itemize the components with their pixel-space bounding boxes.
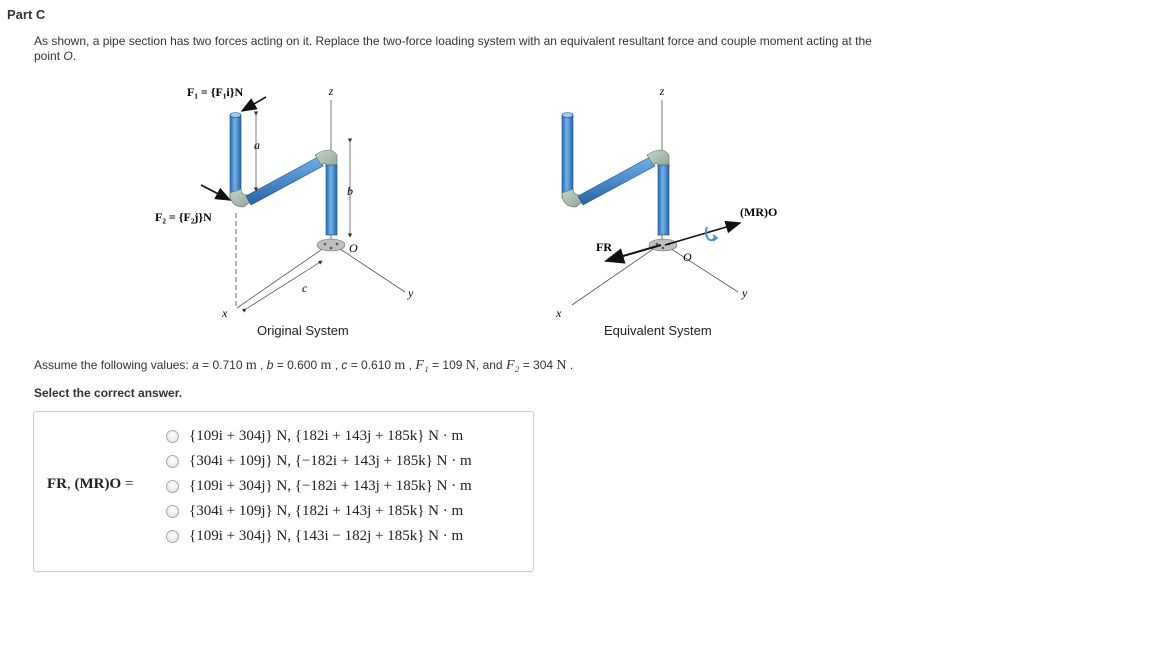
resultant-force-arrow: [606, 245, 661, 261]
problem-statement: [34, 34, 894, 64]
y-axis-left: [331, 243, 405, 292]
lhs-mr: (MR)O: [74, 476, 122, 492]
x-axis-label-left: x: [222, 306, 228, 320]
pipe-diagram: [0, 75, 1152, 345]
force-f2-label: F₂ = {F₂j}N: [155, 210, 212, 224]
given-prefix: Assume the following values:: [34, 358, 193, 372]
lhs-fr: FR: [47, 476, 67, 492]
radio-button[interactable]: [166, 480, 179, 493]
z-axis-label-left: z: [328, 84, 334, 98]
unit-f2: N: [556, 358, 567, 373]
radio-button[interactable]: [166, 455, 179, 468]
lhs-sep: ,: [67, 476, 75, 492]
resultant-force-label: FR: [596, 240, 612, 254]
answer-option-3[interactable]: [166, 474, 472, 499]
val-a: = 0.710: [198, 358, 246, 372]
right-vertical-pipe-left: [326, 165, 337, 235]
part-title: Part C: [7, 7, 46, 22]
point-o-right: O: [683, 250, 692, 264]
val-c: = 0.610: [347, 358, 395, 372]
problem-point: O: [63, 49, 73, 63]
val-f2: = 304: [519, 358, 557, 372]
problem-end: .: [72, 49, 77, 63]
option-text: {109i + 304j} N, {−182i + 143j + 185k} N · m: [189, 478, 472, 494]
pipe-open-end: [230, 113, 241, 118]
sep-1: ,: [256, 358, 267, 372]
y-axis-right: [662, 243, 738, 292]
problem-text: As shown, a pipe section has two forces acting on it. Replace the two-force loading system with an equivalent resultant force and couple moment acting at the point: [34, 34, 872, 63]
unit-f1: N: [465, 358, 476, 373]
option-text: {109i + 304j} N, {182i + 143j + 185k} N · m: [189, 428, 464, 444]
left-vertical-pipe: [230, 115, 241, 198]
force-f1-arrow: [242, 97, 266, 111]
dimension-a-label: a: [254, 138, 260, 152]
option-text: {304i + 109j} N, {182i + 143j + 185k} N · m: [189, 503, 464, 519]
val-b: = 0.600: [273, 358, 321, 372]
problem-figure: [0, 75, 1152, 345]
x-axis-label-right: x: [556, 306, 562, 320]
right-system-right-pipe: [658, 165, 669, 235]
option-text: {109i + 304j} N, {143i − 182j + 185k} N · m: [189, 528, 464, 544]
answer-option-4[interactable]: [166, 499, 472, 524]
answer-option-2[interactable]: [166, 449, 472, 474]
moment-axis-arrow: [665, 223, 740, 245]
unit-a: m: [245, 358, 257, 373]
given-end: .: [566, 358, 574, 372]
equivalent-system-caption: Equivalent System: [604, 323, 712, 338]
x-axis-right: [572, 243, 662, 305]
dimension-c-label: c: [302, 281, 308, 295]
y-axis-label-left: y: [408, 286, 414, 300]
answer-lhs: [47, 476, 133, 493]
y-axis-label-right: y: [742, 286, 748, 300]
diagonal-pipe-left: [246, 157, 323, 205]
radio-button[interactable]: [166, 505, 179, 518]
x-axis-left: [237, 243, 331, 308]
original-system-caption: Original System: [257, 323, 349, 338]
moment-label: (MR)O: [740, 205, 778, 219]
point-o-left: O: [349, 241, 358, 255]
radio-button[interactable]: [166, 430, 179, 443]
moment-curl-icon: [706, 227, 715, 240]
sep-3: ,: [405, 358, 416, 372]
diagonal-pipe-right: [578, 157, 655, 205]
answer-option-5[interactable]: [166, 524, 472, 549]
select-instruction: Select the correct answer.: [34, 386, 183, 400]
var-a: a: [192, 358, 199, 372]
unit-b: m: [320, 358, 332, 373]
equivalent-system-diagram: [555, 84, 777, 320]
answer-option-1[interactable]: [166, 424, 472, 449]
right-system-left-pipe: [562, 115, 573, 198]
option-text: {304i + 109j} N, {−182i + 143j + 185k} N · m: [189, 453, 472, 469]
lhs-eq: =: [121, 476, 134, 492]
var-b: b: [266, 358, 274, 372]
z-axis-label-right: z: [659, 84, 665, 98]
dimension-c-line: [246, 261, 322, 309]
force-f2-arrow: [201, 185, 230, 200]
radio-button[interactable]: [166, 530, 179, 543]
answer-box: [33, 411, 534, 572]
given-values: [34, 358, 573, 374]
var-c: c: [341, 358, 348, 372]
and-text: , and: [475, 358, 506, 372]
sep-2: ,: [331, 358, 342, 372]
force-f1-label: F₁ = {F₁i}N: [187, 85, 244, 99]
answer-options: [166, 424, 472, 549]
unit-c: m: [394, 358, 406, 373]
var-f2: F₂: [505, 358, 520, 373]
original-system-diagram: [155, 84, 414, 320]
dimension-b-label: b: [347, 184, 353, 198]
val-f1: = 109: [428, 358, 466, 372]
var-f1: F₁: [415, 358, 429, 373]
